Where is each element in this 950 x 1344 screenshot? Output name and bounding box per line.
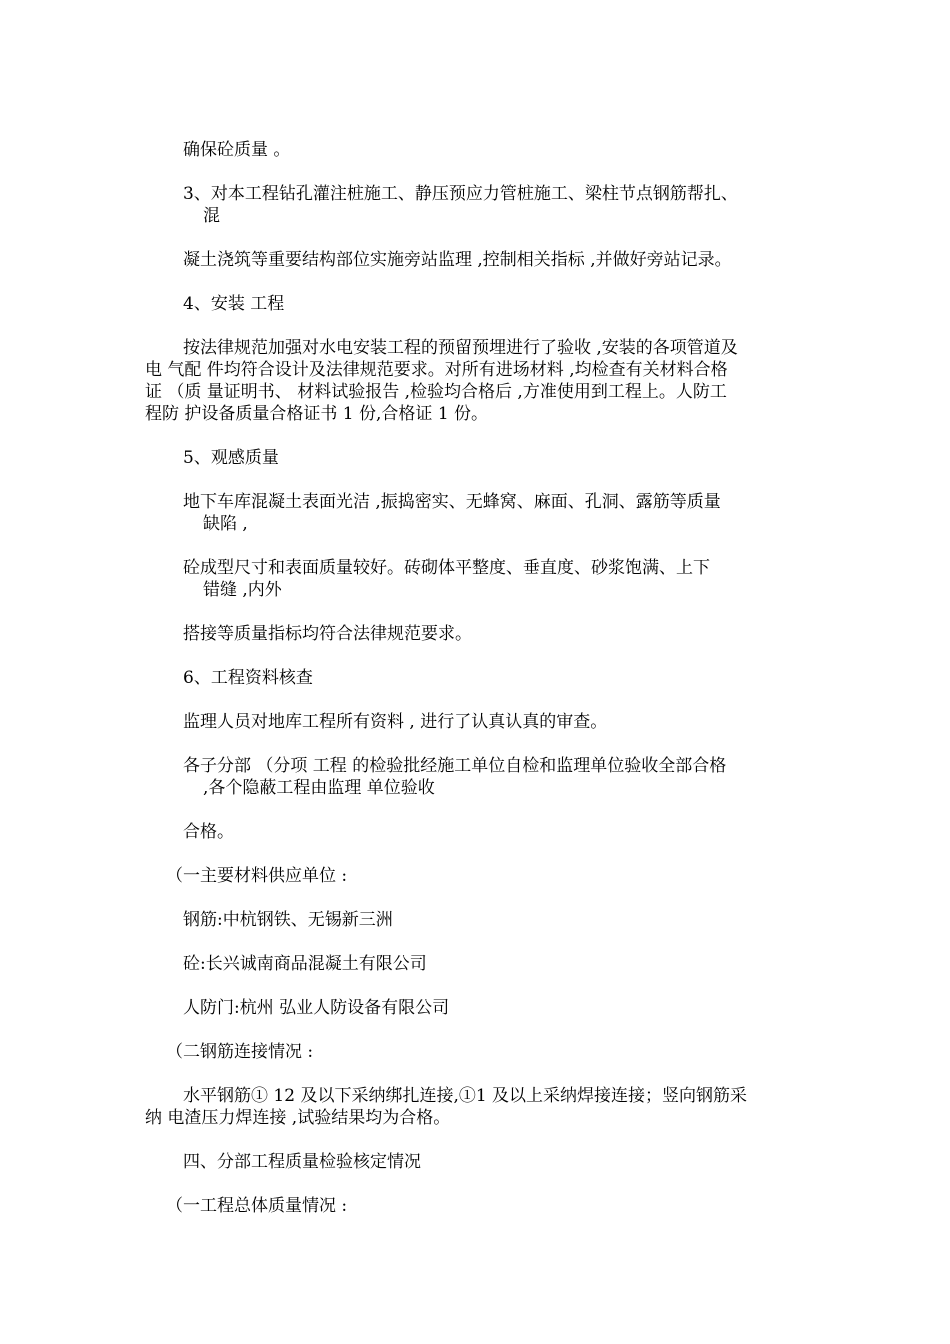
text-line: 水平钢筋① 12 及以下采纳绑扎连接,①1 及以上采纳焊接连接；竖向钢筋采 — [183, 1086, 748, 1106]
paragraph — [183, 249, 732, 271]
text-line: （一主要材料供应单位 : — [166, 866, 348, 886]
text-line: 4、安装 工程 — [183, 294, 285, 314]
paragraph — [183, 711, 607, 733]
text-line: 混 — [203, 206, 220, 226]
text-line: 3、对本工程钻孔灌注桩施工、静压预应力管桩施工、梁柱节点钢筋帮扎、 — [183, 184, 738, 204]
text-line: 6、工程资料核查 — [183, 668, 313, 688]
text-line: （一工程总体质量情况 : — [166, 1196, 348, 1216]
text-line: 砼:长兴诚南商品混凝土有限公司 — [183, 954, 427, 974]
text-line: 电 气配 件均符合设计及法律规范要求。对所有进场材料 ,均检查有关材料合格 — [145, 360, 728, 380]
paragraph — [183, 997, 449, 1019]
paragraph — [183, 755, 726, 799]
text-line: 确保砼质量 。 — [183, 140, 291, 160]
section-heading — [183, 293, 284, 315]
paragraph — [145, 1085, 747, 1129]
sub-heading — [166, 1041, 313, 1063]
text-line: 凝土浇筑等重要结构部位实施旁站监理 ,控制相关指标 ,并做好旁站记录。 — [183, 250, 732, 270]
section-heading — [183, 667, 313, 689]
paragraph — [183, 139, 290, 161]
paragraph — [145, 337, 738, 425]
text-line: 四、分部工程质量检验核定情况 — [183, 1152, 421, 1172]
paragraph — [183, 491, 721, 535]
text-line: （二钢筋连接情况 : — [166, 1042, 314, 1062]
text-line: 地下车库混凝土表面光洁 ,振捣密实、无蜂窝、麻面、孔洞、露筋等质量 — [183, 492, 721, 512]
paragraph — [183, 557, 710, 601]
section-heading — [183, 447, 279, 469]
paragraph — [183, 821, 234, 843]
sub-heading — [166, 865, 347, 887]
text-line: 证 （质 量证明书、 材料试验报告 ,检验均合格后 ,方准使用到工程上。人防工 — [145, 382, 727, 402]
text-line: 错缝 ,内外 — [203, 580, 282, 600]
text-line: 各子分部 （分项 工程 的检验批经施工单位自检和监理单位验收全部合格 — [183, 756, 727, 776]
text-line: 监理人员对地库工程所有资料 , 进行了认真认真的审查。 — [183, 712, 608, 732]
text-line: 搭接等质量指标均符合法律规范要求。 — [183, 624, 472, 644]
sub-heading — [166, 1195, 347, 1217]
text-line: 人防门:杭州 弘业人防设备有限公司 — [183, 998, 450, 1018]
text-line: 5、观感质量 — [183, 448, 279, 468]
text-line: 合格。 — [183, 822, 234, 842]
text-line: 缺陷 , — [203, 514, 248, 534]
paragraph — [183, 183, 738, 227]
text-line: 钢筋:中杭钢铁、无锡新三洲 — [183, 910, 393, 930]
paragraph — [183, 909, 393, 931]
text-line: 纳 电渣压力焊连接 ,试验结果均为合格。 — [145, 1108, 451, 1128]
text-line: 按法律规范加强对水电安装工程的预留预埋进行了验收 ,安装的各项管道及 — [183, 338, 738, 358]
text-line: 砼成型尺寸和表面质量较好。砖砌体平整度、垂直度、砂浆饱满、上下 — [183, 558, 710, 578]
paragraph — [183, 953, 427, 975]
paragraph — [183, 623, 472, 645]
text-line: ,各个隐蔽工程由监理 单位验收 — [203, 778, 435, 798]
section-heading — [183, 1151, 421, 1173]
text-line: 程防 护设备质量合格证书 1 份,合格证 1 份。 — [145, 404, 489, 424]
